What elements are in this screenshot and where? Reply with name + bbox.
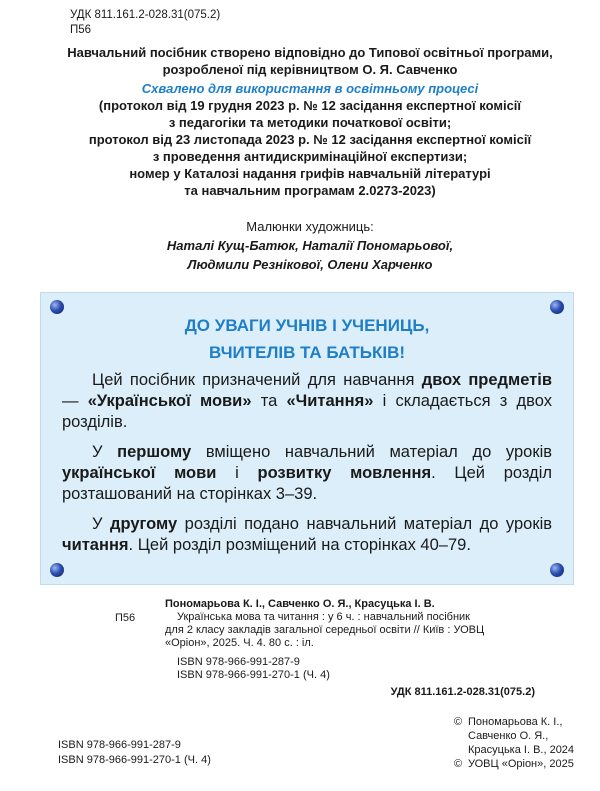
intro-text [40,44,580,78]
text: і складається з двох розділів. [62,392,552,431]
approval-line: протокол від 23 листопада 2023 р. № 12 засідання експертної комісії [88,132,532,147]
pin-icon [50,563,64,577]
pin-icon [50,300,64,314]
text: . Цей розділ розташований на сторінках 3–39. [62,464,552,503]
notice-title-2: ВЧИТЕЛІВ ТА БАТЬКІВ! [208,343,406,362]
approval-protocols [40,97,580,199]
copyright-icon: © [454,758,463,770]
pin-icon [550,563,564,577]
approval-line: номер у Каталозі надання грифів навчальній літературі [129,166,491,181]
approval-line: з педагогіки та методики початкової освіти; [168,115,452,130]
biblio-udk: УДК 811.161.2-028.31(075.2) [390,686,535,698]
notice-box [38,290,576,587]
text: Цей посібник призначений для навчання [92,371,422,389]
emphasis: першому [117,443,192,461]
intro-line: розробленої під керівництвом О. Я. Савченко [162,62,458,77]
isbn-block [58,738,211,768]
text: розділі подано навчальний матеріал до уроків [177,515,552,533]
approval-title: Схвалено для використання в освітньому процесі [141,81,479,96]
illustrators-line: Людмили Резнікової, Олени Харченко [187,257,433,272]
udk-code: УДК 811.161.2-028.31(075.2) [70,9,221,21]
illustrators-line: Наталі Кущ-Батюк, Наталії Пономарьової, [166,238,454,253]
copyright-line: Савченко О. Я., [468,730,549,742]
text: — [62,392,88,410]
emphasis: «Української мови» [87,392,252,410]
copyright-line [454,757,574,771]
biblio-line: для 2 класу закладів загальної середньої освіти // Київ : УОВЦ [165,624,485,636]
approval-line: (протокол від 19 грудня 2023 р. № 12 засідання експертної комісії [98,98,522,113]
index-code: П56 [70,24,92,36]
emphasis: «Читання» [286,392,374,410]
isbn-line: ISBN 978-966-991-270-1 (Ч. 4) [58,754,211,766]
isbn-line: ISBN 978-966-991-287-9 [58,739,181,751]
approval-line: та навчальним програмам 2.0273-2023) [184,183,436,198]
emphasis: другому [109,515,178,533]
notice-body [62,370,552,565]
udk-header [70,8,220,38]
copyright-line: Красуцька І. В., 2024 [468,744,575,756]
biblio-isbn: ISBN 978-966-991-270-1 (Ч. 4) [177,669,330,681]
illustrations-title: Малюнки художниць: [246,219,374,234]
copyright-line [454,715,574,729]
text: вміщено навчальний матеріал до уроків [191,443,552,461]
text: та [251,392,287,410]
notice-paragraph-2 [62,442,552,505]
intro-line: Навчальний посібник створено відповідно до Типової освітньої програми, [67,45,553,60]
notice-title-1: ДО УВАГИ УЧНІВ І УЧЕНИЦЬ, [184,316,430,335]
biblio-line: Українська мова та читання : у 6 ч. : навчальний посібник [177,611,470,623]
copyright-text: Пономарьова К. І., [468,716,563,728]
text: У [92,443,118,461]
biblio-line: «Оріон», 2025. Ч. 4. 80 с. : іл. [165,637,314,649]
emphasis: української мови [62,464,217,482]
copyright-icon: © [454,716,463,728]
pin-icon [550,300,564,314]
text: і [216,464,258,482]
text: . Цей розділ розміщений на сторінках 40–79. [128,536,471,554]
text: У [92,515,110,533]
copyright-text: УОВЦ «Оріон», 2025 [468,758,574,770]
illustrators [40,236,580,274]
emphasis: розвитку мовлення [257,464,432,482]
approval-line: з проведення антидискримінаційної експертизи; [152,149,468,164]
bibliographic-record [115,598,535,682]
emphasis: читання [62,536,129,554]
biblio-authors: Пономарьова К. І., Савченко О. Я., Красуцька І. В. [165,598,435,610]
notice-paragraph-3 [62,514,552,556]
notice-paragraph-1 [62,370,552,433]
copyright-block [454,715,575,771]
biblio-index: П56 [115,612,136,624]
emphasis: двох предметів [421,371,552,389]
biblio-isbn: ISBN 978-966-991-287-9 [177,656,300,668]
